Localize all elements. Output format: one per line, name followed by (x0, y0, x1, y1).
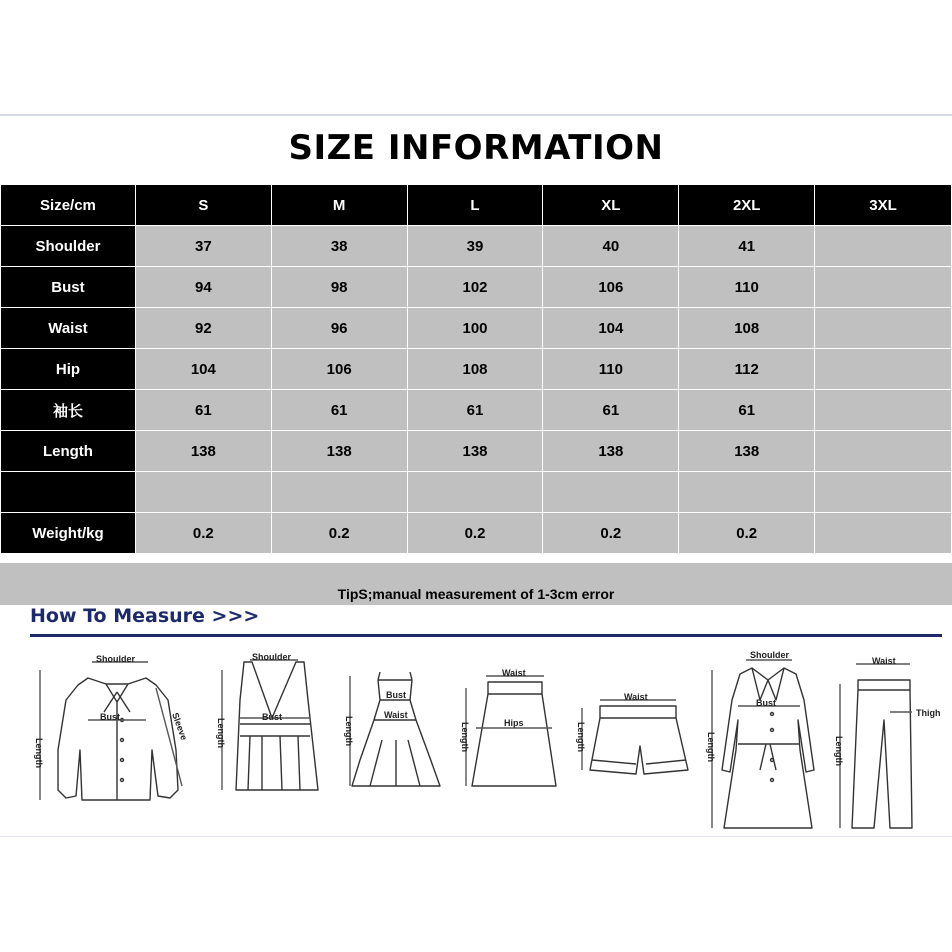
table-cell: 96 (271, 308, 407, 349)
label-shoulder: Shoulder (252, 652, 292, 662)
table-cell (815, 349, 952, 390)
header-cell: M (271, 185, 407, 226)
label-thigh: Thigh (916, 708, 941, 718)
table-cell: 110 (543, 349, 679, 390)
tips-text: TipS;manual measurement of 1-3cm error (337, 586, 615, 602)
table-cell: 108 (407, 349, 543, 390)
label-length: Length (706, 732, 716, 762)
label-waist: Waist (872, 656, 896, 666)
table-cell (815, 267, 952, 308)
table-cell: 112 (679, 349, 815, 390)
label-waist: Waist (384, 710, 408, 720)
table-cell: 102 (407, 267, 543, 308)
label-shoulder: Shoulder (750, 650, 790, 660)
label-length: Length (834, 736, 844, 766)
pants-icon (840, 664, 912, 828)
row-label: 袖长 (1, 390, 136, 431)
table-cell (271, 472, 407, 513)
table-cell (815, 431, 952, 472)
label-shoulder: Shoulder (96, 654, 136, 664)
table-row (1, 308, 952, 349)
label-sleeve: Sleeve (170, 711, 190, 742)
table-cell (815, 472, 952, 513)
header-cell: XL (543, 185, 679, 226)
row-label: Length (1, 431, 136, 472)
table-row (1, 472, 952, 513)
table-cell: 92 (135, 308, 271, 349)
table-cell: 39 (407, 226, 543, 267)
label-length: Length (460, 722, 470, 752)
top-divider (0, 114, 952, 116)
row-label: Shoulder (1, 226, 136, 267)
label-bust: Bust (262, 712, 282, 722)
table-cell: 106 (271, 349, 407, 390)
size-table (0, 184, 952, 554)
label-length: Length (576, 722, 586, 752)
header-cell: 3XL (815, 185, 952, 226)
table-cell (679, 472, 815, 513)
table-row (1, 431, 952, 472)
table-cell: 0.2 (271, 513, 407, 554)
table-cell: 100 (407, 308, 543, 349)
page-title: SIZE INFORMATION (288, 128, 664, 168)
table-cell: 0.2 (135, 513, 271, 554)
label-hips: Hips (504, 718, 524, 728)
tips-bar (0, 563, 952, 605)
table-row (1, 349, 952, 390)
shorts-icon (582, 700, 688, 774)
coat-icon (712, 660, 814, 828)
table-cell: 0.2 (407, 513, 543, 554)
table-cell (815, 390, 952, 431)
header-cell: S (135, 185, 271, 226)
label-waist: Waist (624, 692, 648, 702)
label-waist: Waist (502, 668, 526, 678)
table-row (1, 226, 952, 267)
table-cell: 104 (135, 349, 271, 390)
row-label: Hip (1, 349, 136, 390)
label-length: Length (34, 738, 44, 768)
table-cell: 38 (271, 226, 407, 267)
table-cell: 138 (135, 431, 271, 472)
table-cell: 61 (543, 390, 679, 431)
table-cell: 61 (271, 390, 407, 431)
header-cell: 2XL (679, 185, 815, 226)
measurement-diagrams (0, 640, 952, 836)
table-cell: 104 (543, 308, 679, 349)
row-label (1, 472, 136, 513)
table-cell (815, 308, 952, 349)
label-bust: Bust (100, 712, 120, 722)
row-label: Weight/kg (1, 513, 136, 554)
table-row (1, 513, 952, 554)
table-cell: 138 (679, 431, 815, 472)
table-cell: 0.2 (543, 513, 679, 554)
table-cell: 40 (543, 226, 679, 267)
table-cell (135, 472, 271, 513)
row-label: Bust (1, 267, 136, 308)
table-cell: 138 (543, 431, 679, 472)
label-bust: Bust (756, 698, 776, 708)
blouse-icon (40, 662, 182, 800)
table-cell: 41 (679, 226, 815, 267)
heading-underline (30, 634, 942, 637)
tank-top-icon (222, 660, 318, 790)
row-label: Waist (1, 308, 136, 349)
table-cell: 138 (271, 431, 407, 472)
table-cell: 110 (679, 267, 815, 308)
table-cell: 94 (135, 267, 271, 308)
skirt-icon (466, 676, 556, 786)
table-row (1, 390, 952, 431)
table-cell: 61 (407, 390, 543, 431)
table-cell: 138 (407, 431, 543, 472)
how-to-measure-heading: How To Measure >>> (30, 605, 260, 627)
header-cell: Size/cm (1, 185, 136, 226)
bottom-divider (0, 836, 952, 837)
header-cell: L (407, 185, 543, 226)
table-cell: 61 (679, 390, 815, 431)
table-cell: 37 (135, 226, 271, 267)
table-header-row (1, 185, 952, 226)
table-row (1, 267, 952, 308)
table-cell (815, 226, 952, 267)
table-cell (543, 472, 679, 513)
table-cell: 98 (271, 267, 407, 308)
table-cell: 61 (135, 390, 271, 431)
label-length: Length (216, 718, 226, 748)
label-bust: Bust (386, 690, 406, 700)
table-cell: 108 (679, 308, 815, 349)
label-length: Length (344, 716, 354, 746)
table-cell: 106 (543, 267, 679, 308)
table-cell (815, 513, 952, 554)
table-cell (407, 472, 543, 513)
table-cell: 0.2 (679, 513, 815, 554)
